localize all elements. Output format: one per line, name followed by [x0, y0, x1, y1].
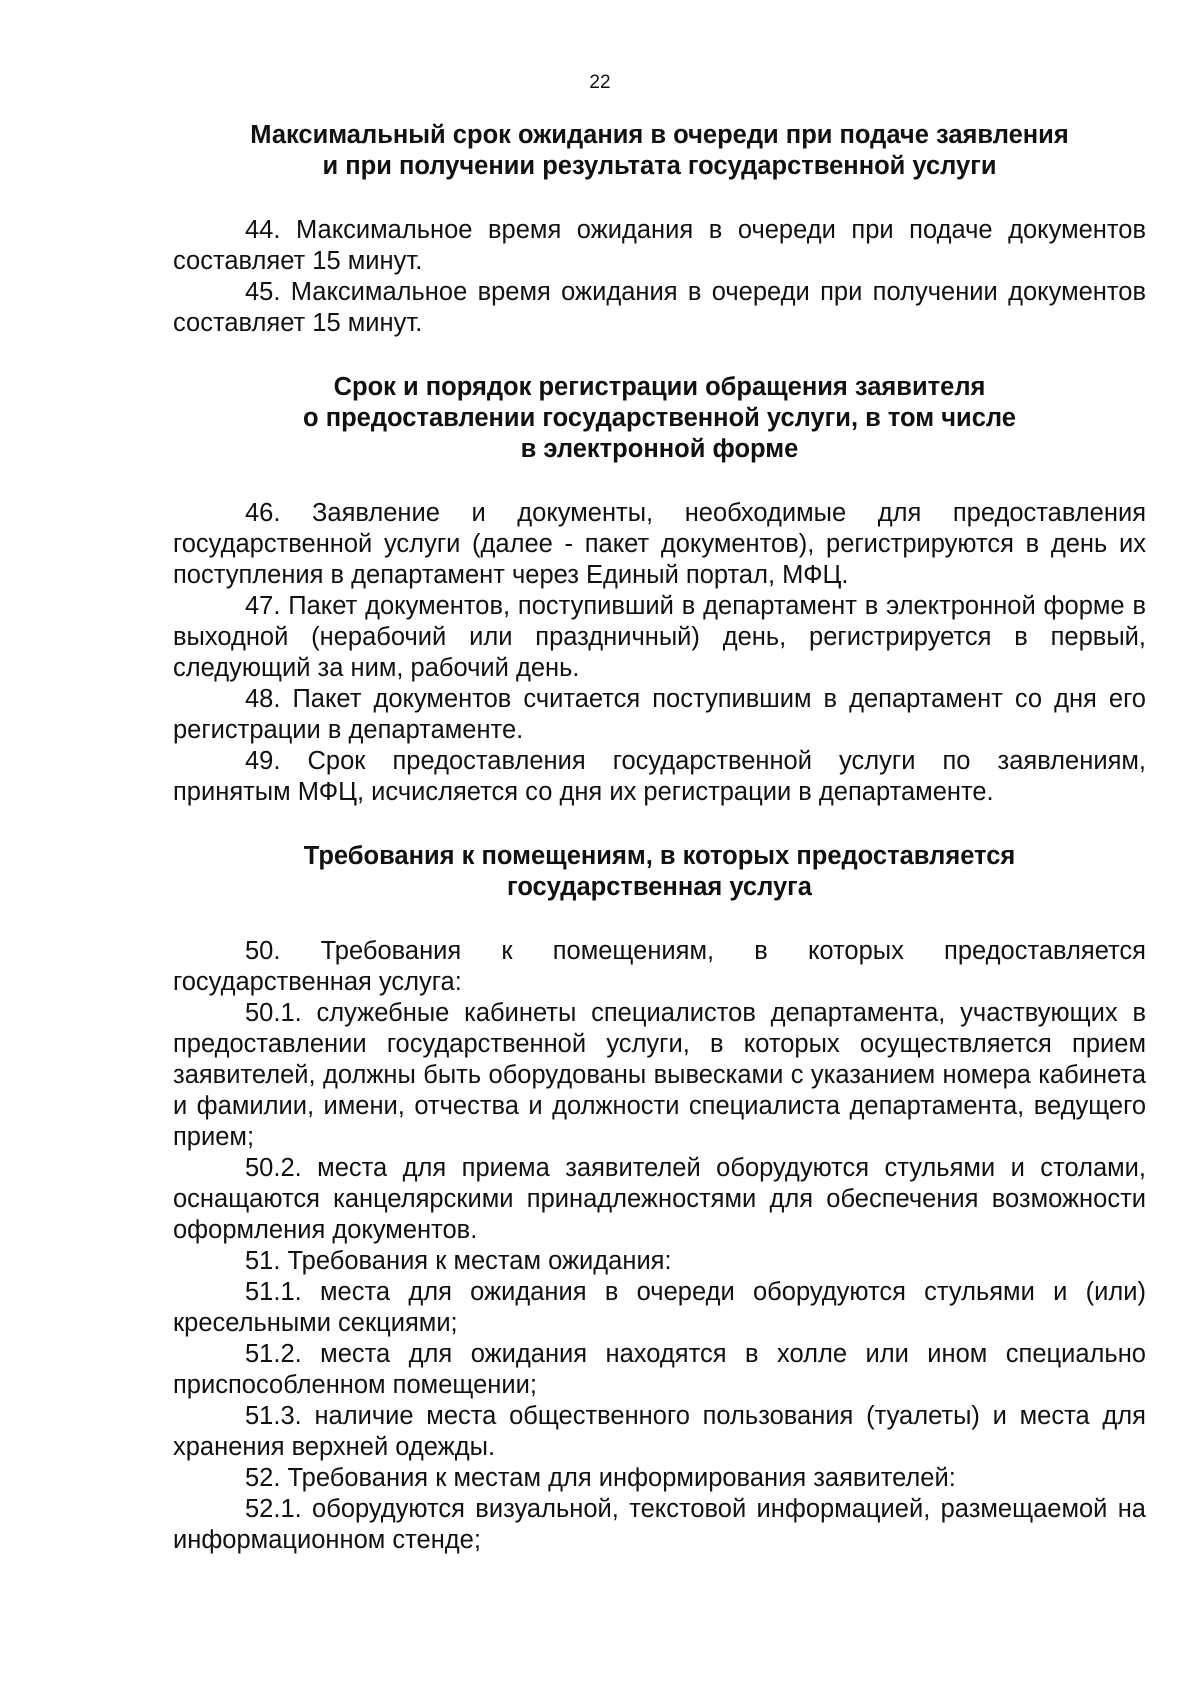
- heading-line: в электронной форме: [520, 435, 799, 463]
- paragraph-51: 51. Требования к местам ожидания:: [245, 1247, 672, 1275]
- document-body: [173, 120, 1146, 1556]
- paragraph-48: 48. Пакет документов считается поступившим в департамент со дня его регистрации в департаменте.: [173, 685, 1146, 744]
- section-registration: [173, 372, 1146, 808]
- heading-line: Требования к помещениям, в которых предоставляется: [303, 842, 1016, 870]
- heading-line: и при получении результата государственной услуги: [322, 152, 997, 180]
- paragraph-46: 46. Заявление и документы, необходимые для предоставления государственной услуги (далее - пакет документов), регистрируются в день их поступления в департамент через Единый портал, МФЦ.: [173, 499, 1146, 589]
- section-paragraphs: [173, 936, 1146, 1556]
- paragraph-52-1: 52.1. оборудуются визуальной, текстовой информацией, размещаемой на информационном стенде;: [173, 1495, 1146, 1554]
- section-waiting-time: [173, 120, 1146, 339]
- paragraph-51-1: 51.1. места для ожидания в очереди оборудуются стульями и (или) кресельными секциями;: [173, 1278, 1146, 1337]
- heading-line: Срок и порядок регистрации обращения заявителя: [333, 373, 986, 401]
- paragraph-50-2: 50.2. места для приема заявителей оборудуются стульями и столами, оснащаются канцелярскими принадлежностями для обеспечения возможности оформления документов.: [173, 1154, 1146, 1244]
- paragraph-51-2: 51.2. места для ожидания находятся в холле или ином специально приспособленном помещении;: [173, 1340, 1146, 1399]
- section-paragraphs: [173, 498, 1146, 808]
- heading-line: государственная услуга: [507, 873, 812, 901]
- section-paragraphs: [173, 215, 1146, 339]
- page-number: 22: [589, 72, 611, 93]
- paragraph-51-3: 51.3. наличие места общественного пользования (туалеты) и места для хранения верхней одежды.: [173, 1402, 1146, 1461]
- paragraph-49: 49. Срок предоставления государственной услуги по заявлениям, принятым МФЦ, исчисляется со дня их регистрации в департаменте.: [173, 747, 1146, 806]
- paragraph-50-1: 50.1. служебные кабинеты специалистов департамента, участвующих в предоставлении государственной услуги, в которых осуществляется прием заявителей, должны быть оборудованы вывесками с указанием номера кабинета и фамилии, имени, отчества и должности специалиста департамента, ведущего прием;: [173, 999, 1146, 1151]
- heading-line: Максимальный срок ожидания в очереди при подаче заявления: [250, 121, 1069, 149]
- paragraph-45: 45. Максимальное время ожидания в очереди при получении документов составляет 15 минут.: [173, 278, 1146, 337]
- paragraph-52: 52. Требования к местам для информирования заявителей:: [245, 1464, 956, 1492]
- section-heading: [173, 372, 1146, 465]
- section-heading: [173, 120, 1146, 182]
- paragraph-47: 47. Пакет документов, поступивший в департамент в электронной форме в выходной (нерабочий или праздничный) день, регистрируется в первый, следующий за ним, рабочий день.: [173, 592, 1146, 682]
- paragraph-50: 50. Требования к помещениям, в которых предоставляется государственная услуга:: [173, 937, 1146, 996]
- heading-line: о предоставлении государственной услуги, в том числе: [303, 404, 1016, 432]
- section-heading: [173, 841, 1146, 903]
- paragraph-44: 44. Максимальное время ожидания в очереди при подаче документов составляет 15 минут.: [173, 216, 1146, 275]
- section-premises: [173, 841, 1146, 1556]
